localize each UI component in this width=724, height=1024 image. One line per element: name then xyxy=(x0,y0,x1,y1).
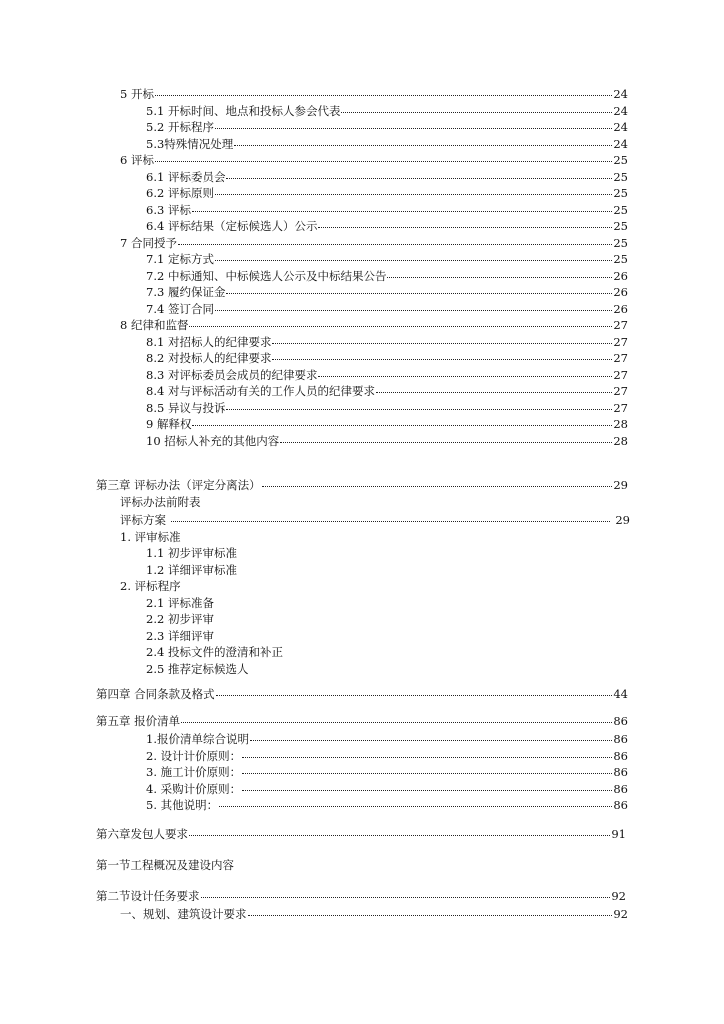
toc-entry-title: 6.1 评标委员会 xyxy=(146,170,226,184)
toc-entry-page: 26 xyxy=(613,269,628,283)
toc-entry-title: 4. 采购计价原则： xyxy=(146,782,242,796)
dot-leader xyxy=(242,790,612,791)
toc-entry-title: 2.5 推荐定标候选人 xyxy=(146,662,249,676)
toc-entry xyxy=(146,218,628,234)
toc-entry xyxy=(120,235,628,251)
toc-chapter xyxy=(96,686,628,702)
dot-leader xyxy=(387,277,612,278)
dot-leader xyxy=(262,486,613,487)
toc-entry-title: 7.4 签订合同 xyxy=(146,302,214,316)
toc-entry-page: 27 xyxy=(613,351,628,365)
toc-entry xyxy=(146,301,628,317)
dot-leader xyxy=(215,260,612,261)
toc-entry xyxy=(146,268,628,284)
dot-leader xyxy=(155,95,612,96)
toc-entry-page: 86 xyxy=(613,765,628,779)
toc-entry-page: 86 xyxy=(613,732,628,746)
dot-leader xyxy=(280,442,612,443)
toc-entry-page: 24 xyxy=(613,104,628,118)
dot-leader xyxy=(219,806,612,807)
toc-entry-title: 第五章 报价清单 xyxy=(96,714,181,728)
toc-entry-title: 7.1 定标方式 xyxy=(146,252,214,266)
dot-leader xyxy=(318,376,612,377)
toc-entry xyxy=(120,906,628,922)
toc-chapter xyxy=(96,713,628,729)
toc-entry-title: 5.1 开标时间、地点和投标人参会代表 xyxy=(146,104,341,118)
toc-entry-page: 91 xyxy=(611,827,626,841)
dot-leader xyxy=(189,835,610,836)
toc-entry-title: 5.3特殊情况处理 xyxy=(146,137,234,151)
toc-entry-title: 1.2 详细评审标准 xyxy=(146,563,237,577)
toc-entry xyxy=(120,152,628,168)
toc-entry xyxy=(146,119,628,135)
toc-entry xyxy=(146,202,628,218)
toc-entry-page: 29 xyxy=(615,513,630,527)
toc-entry xyxy=(120,86,628,102)
toc-entry-page: 29 xyxy=(613,478,628,492)
dot-leader xyxy=(155,161,612,162)
toc-entry-title: 5. 其他说明： xyxy=(146,798,219,812)
dot-leader xyxy=(215,128,612,129)
toc-entry-title: 2. 设计计价原则： xyxy=(146,749,242,763)
toc-entry xyxy=(120,317,628,333)
dot-leader xyxy=(192,425,612,426)
dot-leader xyxy=(215,194,612,195)
toc-entry xyxy=(120,512,628,528)
toc-entry-title: 8.4 对与评标活动有关的工作人员的纪律要求 xyxy=(146,384,375,398)
toc-entry-title: 第四章 合同条款及格式 xyxy=(96,687,215,701)
dot-leader xyxy=(248,915,613,916)
toc-entry xyxy=(146,251,628,267)
toc-entry-title: 2.3 详细评审 xyxy=(146,629,214,643)
dot-leader xyxy=(192,211,612,212)
toc-entry-page: 25 xyxy=(613,170,628,184)
toc-entry-page: 25 xyxy=(613,236,628,250)
toc-entry-title: 6.2 评标原则 xyxy=(146,186,214,200)
toc-entry xyxy=(146,416,628,432)
toc-entry-page: 27 xyxy=(613,335,628,349)
dot-leader xyxy=(171,521,610,522)
toc-entry xyxy=(146,400,628,416)
toc-entry-title: 1.报价清单综合说明 xyxy=(146,732,249,746)
toc-entry xyxy=(96,888,626,904)
toc-entry-page: 86 xyxy=(613,714,628,728)
toc-entry-title: 8.2 对投标人的纪律要求 xyxy=(146,351,272,365)
dot-leader xyxy=(215,310,612,311)
toc-entry-page: 26 xyxy=(613,285,628,299)
dot-leader xyxy=(181,722,612,723)
toc-entry-title: 6.3 评标 xyxy=(146,203,191,217)
toc-entry xyxy=(146,797,628,813)
toc-entry-page: 25 xyxy=(613,153,628,167)
toc-entry-title: 6.4 评标结果（定标候选人）公示 xyxy=(146,219,318,233)
toc-entry xyxy=(146,185,628,201)
toc-entry-title: 5 开标 xyxy=(120,87,154,101)
toc-entry-title: 2. 评标程序 xyxy=(120,579,181,593)
toc-entry-page: 28 xyxy=(613,417,628,431)
toc-entry-title: 2.1 评标准备 xyxy=(146,596,214,610)
toc-entry-title: 1.1 初步评审标准 xyxy=(146,546,237,560)
dot-leader xyxy=(201,897,611,898)
toc-entry xyxy=(146,284,628,300)
dot-leader xyxy=(242,757,612,758)
toc-entry-page: 44 xyxy=(613,687,628,701)
toc-entry xyxy=(146,169,628,185)
toc-entry-title: 7 合同授予 xyxy=(120,236,177,250)
toc-entry xyxy=(146,748,628,764)
toc-entry xyxy=(146,350,628,366)
toc-entry-title: 7.2 中标通知、中标候选人公示及中标结果公告 xyxy=(146,269,387,283)
toc-entry-page: 24 xyxy=(613,120,628,134)
toc-entry-title: 3. 施工计价原则： xyxy=(146,765,242,779)
toc-entry-page: 24 xyxy=(613,137,628,151)
toc-entry-title: 5.2 开标程序 xyxy=(146,120,214,134)
toc-entry-title: 10 招标人补充的其他内容 xyxy=(146,434,280,448)
toc-entry-page: 26 xyxy=(613,302,628,316)
toc-entry-page: 27 xyxy=(613,318,628,332)
toc-entry-page: 92 xyxy=(611,889,626,903)
dot-leader xyxy=(376,392,612,393)
toc-entry-page: 86 xyxy=(613,798,628,812)
toc-entry-page: 27 xyxy=(613,384,628,398)
toc-entry-title: 第二节设计任务要求 xyxy=(96,889,200,903)
toc-entry-title: 2.2 初步评审 xyxy=(146,612,214,626)
toc-chapter xyxy=(96,477,628,493)
dot-leader xyxy=(341,112,612,113)
toc-entry xyxy=(146,334,628,350)
toc-entry-title: 9 解释权 xyxy=(146,417,192,431)
toc-entry-title: 一、规划、建筑设计要求 xyxy=(120,907,247,921)
dot-leader xyxy=(242,773,612,774)
toc-entry-page: 24 xyxy=(613,87,628,101)
toc-entry-title: 第三章 评标办法（评定分离法） xyxy=(96,478,261,492)
dot-leader xyxy=(189,326,612,327)
toc-entry-title: 第六章发包人要求 xyxy=(96,827,188,841)
toc-entry-title: 1. 评审标准 xyxy=(120,530,181,544)
toc-entry-title: 8 纪律和监督 xyxy=(120,318,189,332)
toc-entry-page: 25 xyxy=(613,219,628,233)
toc-entry-title: 8.3 对评标委员会成员的纪律要求 xyxy=(146,368,318,382)
toc-entry xyxy=(146,781,628,797)
dot-leader xyxy=(226,409,612,410)
toc-entry-page: 28 xyxy=(613,434,628,448)
toc-entry-page: 25 xyxy=(613,186,628,200)
toc-entry-title: 7.3 履约保证金 xyxy=(146,285,226,299)
dot-leader xyxy=(250,740,612,741)
toc-entry-page: 86 xyxy=(613,782,628,796)
toc-entry xyxy=(146,367,628,383)
toc-entry-page: 27 xyxy=(613,401,628,415)
toc-entry-title: 评标方案 xyxy=(120,513,166,527)
toc-entry-page: 92 xyxy=(613,907,628,921)
toc-entry-title: 6 评标 xyxy=(120,153,154,167)
toc-entry-title: 8.5 异议与投诉 xyxy=(146,401,226,415)
toc-entry-title: 2.4 投标文件的澄清和补正 xyxy=(146,645,283,659)
dot-leader xyxy=(178,244,612,245)
dot-leader xyxy=(234,145,612,146)
dot-leader xyxy=(272,343,612,344)
toc-entry xyxy=(146,136,628,152)
dot-leader xyxy=(272,359,612,360)
toc-entry-title: 评标办法前附表 xyxy=(120,495,201,509)
toc-entry-page: 27 xyxy=(613,368,628,382)
toc-entry-title: 第一节工程概况及建设内容 xyxy=(96,858,234,872)
dot-leader xyxy=(226,178,612,179)
toc-entry xyxy=(146,383,628,399)
toc-entry xyxy=(146,433,628,449)
toc-entry xyxy=(146,764,628,780)
toc-chapter xyxy=(96,826,626,842)
dot-leader xyxy=(318,227,612,228)
dot-leader xyxy=(226,293,612,294)
toc-entry-page: 25 xyxy=(613,252,628,266)
toc-entry-page: 25 xyxy=(613,203,628,217)
toc-entry-page: 86 xyxy=(613,749,628,763)
dot-leader xyxy=(216,695,613,696)
toc-entry xyxy=(146,103,628,119)
toc-entry xyxy=(146,731,628,747)
toc-entry-title: 8.1 对招标人的纪律要求 xyxy=(146,335,272,349)
